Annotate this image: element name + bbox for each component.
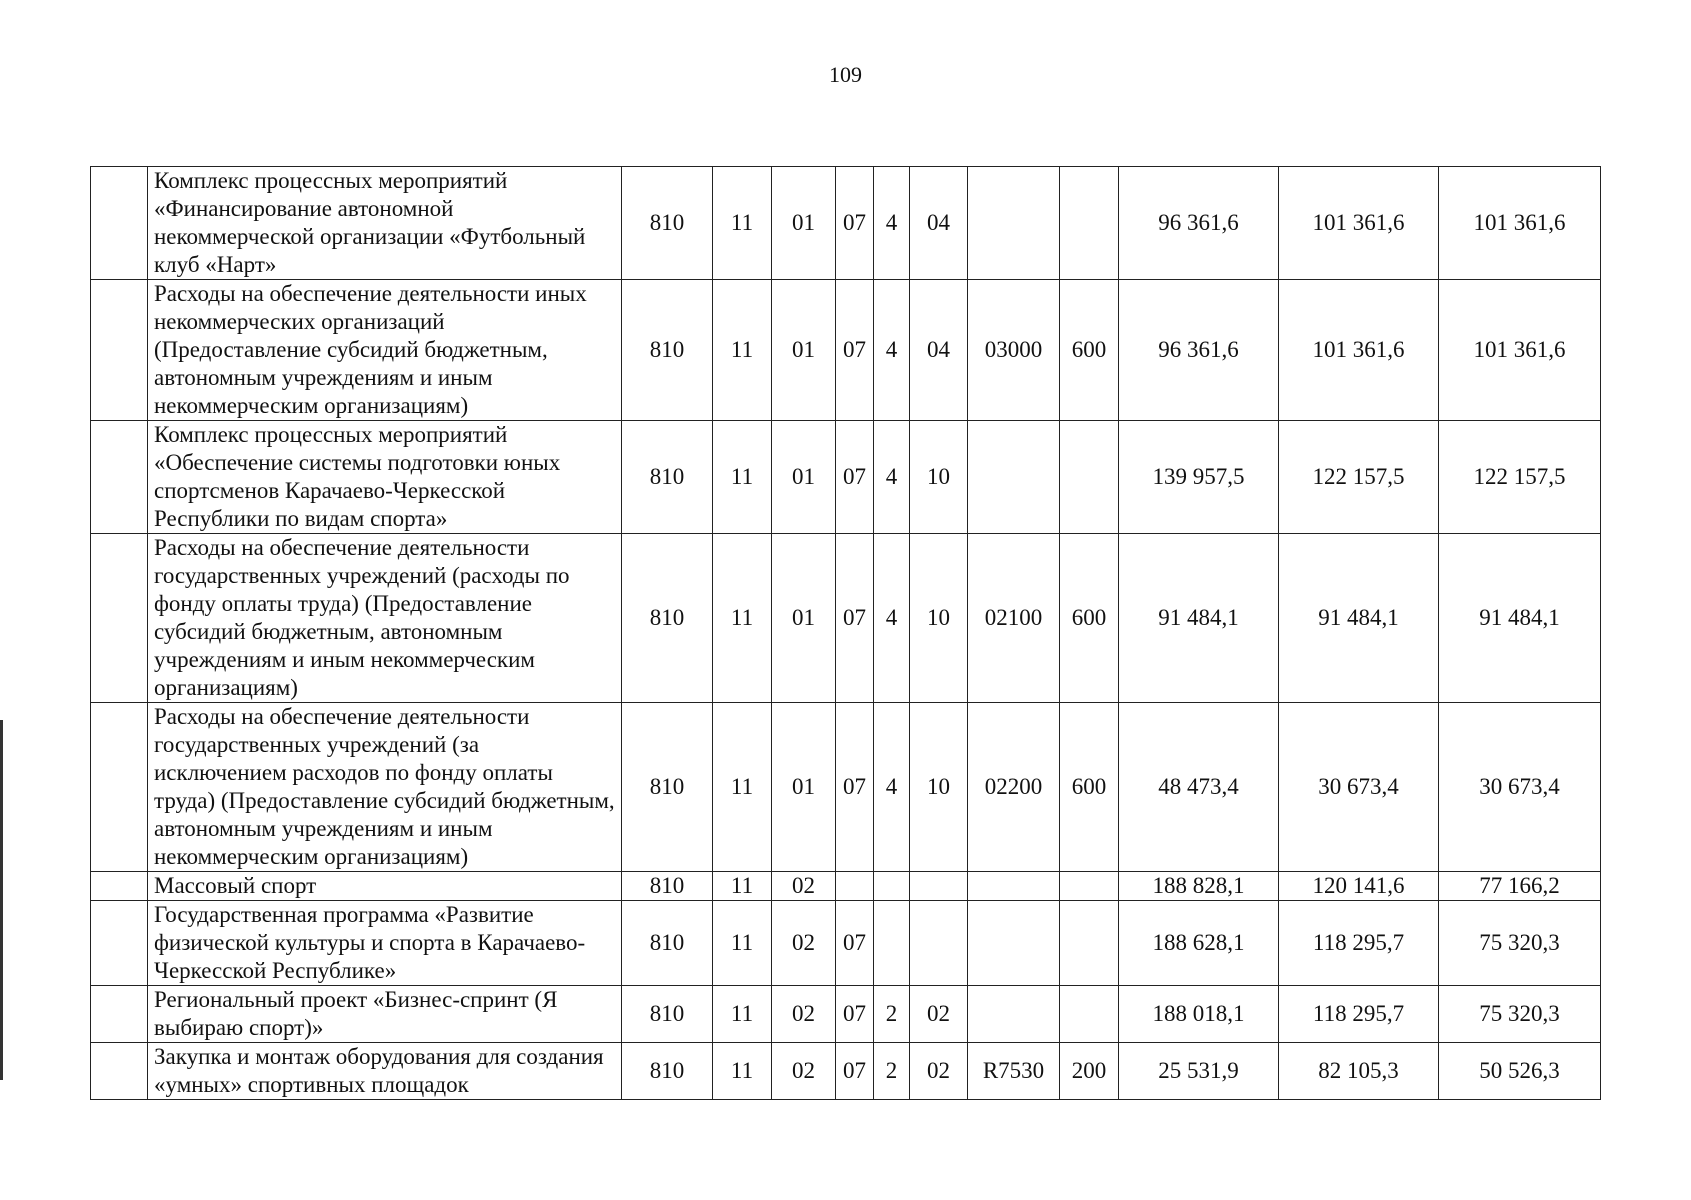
ved-code: 810 (622, 901, 713, 986)
program-code (836, 872, 874, 901)
amount-year-2: 122 157,5 (1279, 421, 1439, 534)
row-marker-cell (91, 872, 148, 901)
table-row (91, 872, 1601, 901)
section-code: 11 (713, 986, 772, 1043)
amount-year-2: 118 295,7 (1279, 986, 1439, 1043)
amount-year-1: 139 957,5 (1119, 421, 1279, 534)
subprogram-type-code: 4 (874, 534, 910, 703)
section-code: 11 (713, 703, 772, 872)
expense-type-code (1060, 167, 1119, 280)
amount-year-1: 91 484,1 (1119, 534, 1279, 703)
direction-code (968, 421, 1060, 534)
ved-code: 810 (622, 986, 713, 1043)
table-row (91, 986, 1601, 1043)
expense-type-code: 600 (1060, 703, 1119, 872)
measure-code (910, 872, 968, 901)
program-code: 07 (836, 986, 874, 1043)
expense-type-code: 200 (1060, 1043, 1119, 1100)
subprogram-type-code: 4 (874, 167, 910, 280)
row-marker-cell (91, 167, 148, 280)
program-code: 07 (836, 167, 874, 280)
section-code: 11 (713, 534, 772, 703)
amount-year-3: 50 526,3 (1439, 1043, 1601, 1100)
section-code: 11 (713, 901, 772, 986)
subsection-code: 02 (772, 986, 836, 1043)
subsection-code: 01 (772, 421, 836, 534)
section-code: 11 (713, 280, 772, 421)
scan-edge-mark (0, 720, 3, 1080)
direction-code: 02200 (968, 703, 1060, 872)
amount-year-1: 188 628,1 (1119, 901, 1279, 986)
program-code: 07 (836, 703, 874, 872)
section-code: 11 (713, 1043, 772, 1100)
program-code: 07 (836, 280, 874, 421)
section-code: 11 (713, 167, 772, 280)
amount-year-2: 120 141,6 (1279, 872, 1439, 901)
amount-year-3: 77 166,2 (1439, 872, 1601, 901)
table-row (91, 167, 1601, 280)
page-number: 109 (829, 62, 862, 87)
subsection-code: 02 (772, 1043, 836, 1100)
subprogram-type-code: 4 (874, 280, 910, 421)
section-code: 11 (713, 421, 772, 534)
row-name: Комплекс процессных мероприятий «Финансирование автономной некоммерческой организации «Футбольный клуб «Нарт» (148, 167, 622, 280)
amount-year-3: 30 673,4 (1439, 703, 1601, 872)
amount-year-3: 101 361,6 (1439, 280, 1601, 421)
amount-year-2: 118 295,7 (1279, 901, 1439, 986)
measure-code: 10 (910, 703, 968, 872)
amount-year-2: 82 105,3 (1279, 1043, 1439, 1100)
ved-code: 810 (622, 167, 713, 280)
expense-type-code (1060, 872, 1119, 901)
subprogram-type-code: 2 (874, 986, 910, 1043)
subsection-code: 02 (772, 901, 836, 986)
direction-code: 02100 (968, 534, 1060, 703)
amount-year-1: 96 361,6 (1119, 167, 1279, 280)
amount-year-1: 188 018,1 (1119, 986, 1279, 1043)
row-name: Комплекс процессных мероприятий «Обеспечение системы подготовки юных спортсменов Карачаево-Черкесской Республики по видам спорта» (148, 421, 622, 534)
direction-code (968, 986, 1060, 1043)
row-marker-cell (91, 703, 148, 872)
amount-year-1: 48 473,4 (1119, 703, 1279, 872)
row-name: Закупка и монтаж оборудования для создания «умных» спортивных площадок (148, 1043, 622, 1100)
subprogram-type-code: 2 (874, 1043, 910, 1100)
program-code: 07 (836, 534, 874, 703)
row-marker-cell (91, 534, 148, 703)
ved-code: 810 (622, 534, 713, 703)
table-row (91, 280, 1601, 421)
amount-year-1: 96 361,6 (1119, 280, 1279, 421)
amount-year-3: 75 320,3 (1439, 986, 1601, 1043)
table-row (91, 1043, 1601, 1100)
row-marker-cell (91, 1043, 148, 1100)
amount-year-2: 101 361,6 (1279, 280, 1439, 421)
section-code: 11 (713, 872, 772, 901)
direction-code (968, 901, 1060, 986)
measure-code (910, 901, 968, 986)
subsection-code: 01 (772, 280, 836, 421)
measure-code: 10 (910, 534, 968, 703)
amount-year-3: 91 484,1 (1439, 534, 1601, 703)
row-name: Государственная программа «Развитие физической культуры и спорта в Карачаево-Черкесской Республике» (148, 901, 622, 986)
row-marker-cell (91, 901, 148, 986)
subprogram-type-code (874, 872, 910, 901)
measure-code: 10 (910, 421, 968, 534)
ved-code: 810 (622, 280, 713, 421)
table-row (91, 534, 1601, 703)
table-row (91, 703, 1601, 872)
expense-type-code (1060, 421, 1119, 534)
subsection-code: 01 (772, 167, 836, 280)
amount-year-3: 75 320,3 (1439, 901, 1601, 986)
expense-type-code: 600 (1060, 280, 1119, 421)
ved-code: 810 (622, 703, 713, 872)
subprogram-type-code: 4 (874, 703, 910, 872)
ved-code: 810 (622, 872, 713, 901)
program-code: 07 (836, 901, 874, 986)
direction-code: 03000 (968, 280, 1060, 421)
amount-year-2: 101 361,6 (1279, 167, 1439, 280)
expense-type-code (1060, 986, 1119, 1043)
row-name: Региональный проект «Бизнес-спринт (Я выбираю спорт)» (148, 986, 622, 1043)
direction-code (968, 167, 1060, 280)
program-code: 07 (836, 421, 874, 534)
expense-type-code: 600 (1060, 534, 1119, 703)
program-code: 07 (836, 1043, 874, 1100)
row-marker-cell (91, 280, 148, 421)
row-name: Расходы на обеспечение деятельности государственных учреждений (за исключением расходов по фонду оплаты труда) (Предоставление субсидий бюджетным, автономным учреждениям и иным некоммерческим организациям) (148, 703, 622, 872)
direction-code: R7530 (968, 1043, 1060, 1100)
direction-code (968, 872, 1060, 901)
row-marker-cell (91, 986, 148, 1043)
row-name: Расходы на обеспечение деятельности иных некоммерческих организаций (Предоставление субсидий бюджетным, автономным учреждениям и иным некоммерческим организациям) (148, 280, 622, 421)
subprogram-type-code (874, 901, 910, 986)
budget-table (90, 166, 1601, 1100)
measure-code: 04 (910, 280, 968, 421)
subsection-code: 01 (772, 703, 836, 872)
amount-year-2: 91 484,1 (1279, 534, 1439, 703)
amount-year-3: 122 157,5 (1439, 421, 1601, 534)
row-name: Массовый спорт (148, 872, 622, 901)
subprogram-type-code: 4 (874, 421, 910, 534)
ved-code: 810 (622, 1043, 713, 1100)
measure-code: 02 (910, 986, 968, 1043)
amount-year-1: 188 828,1 (1119, 872, 1279, 901)
amount-year-1: 25 531,9 (1119, 1043, 1279, 1100)
subsection-code: 02 (772, 872, 836, 901)
table-row (91, 421, 1601, 534)
amount-year-3: 101 361,6 (1439, 167, 1601, 280)
row-name: Расходы на обеспечение деятельности государственных учреждений (расходы по фонду оплаты труда) (Предоставление субсидий бюджетным, автономным учреждениям и иным некоммерческим организациям) (148, 534, 622, 703)
table-row (91, 901, 1601, 986)
ved-code: 810 (622, 421, 713, 534)
subsection-code: 01 (772, 534, 836, 703)
measure-code: 02 (910, 1043, 968, 1100)
amount-year-2: 30 673,4 (1279, 703, 1439, 872)
row-marker-cell (91, 421, 148, 534)
measure-code: 04 (910, 167, 968, 280)
expense-type-code (1060, 901, 1119, 986)
